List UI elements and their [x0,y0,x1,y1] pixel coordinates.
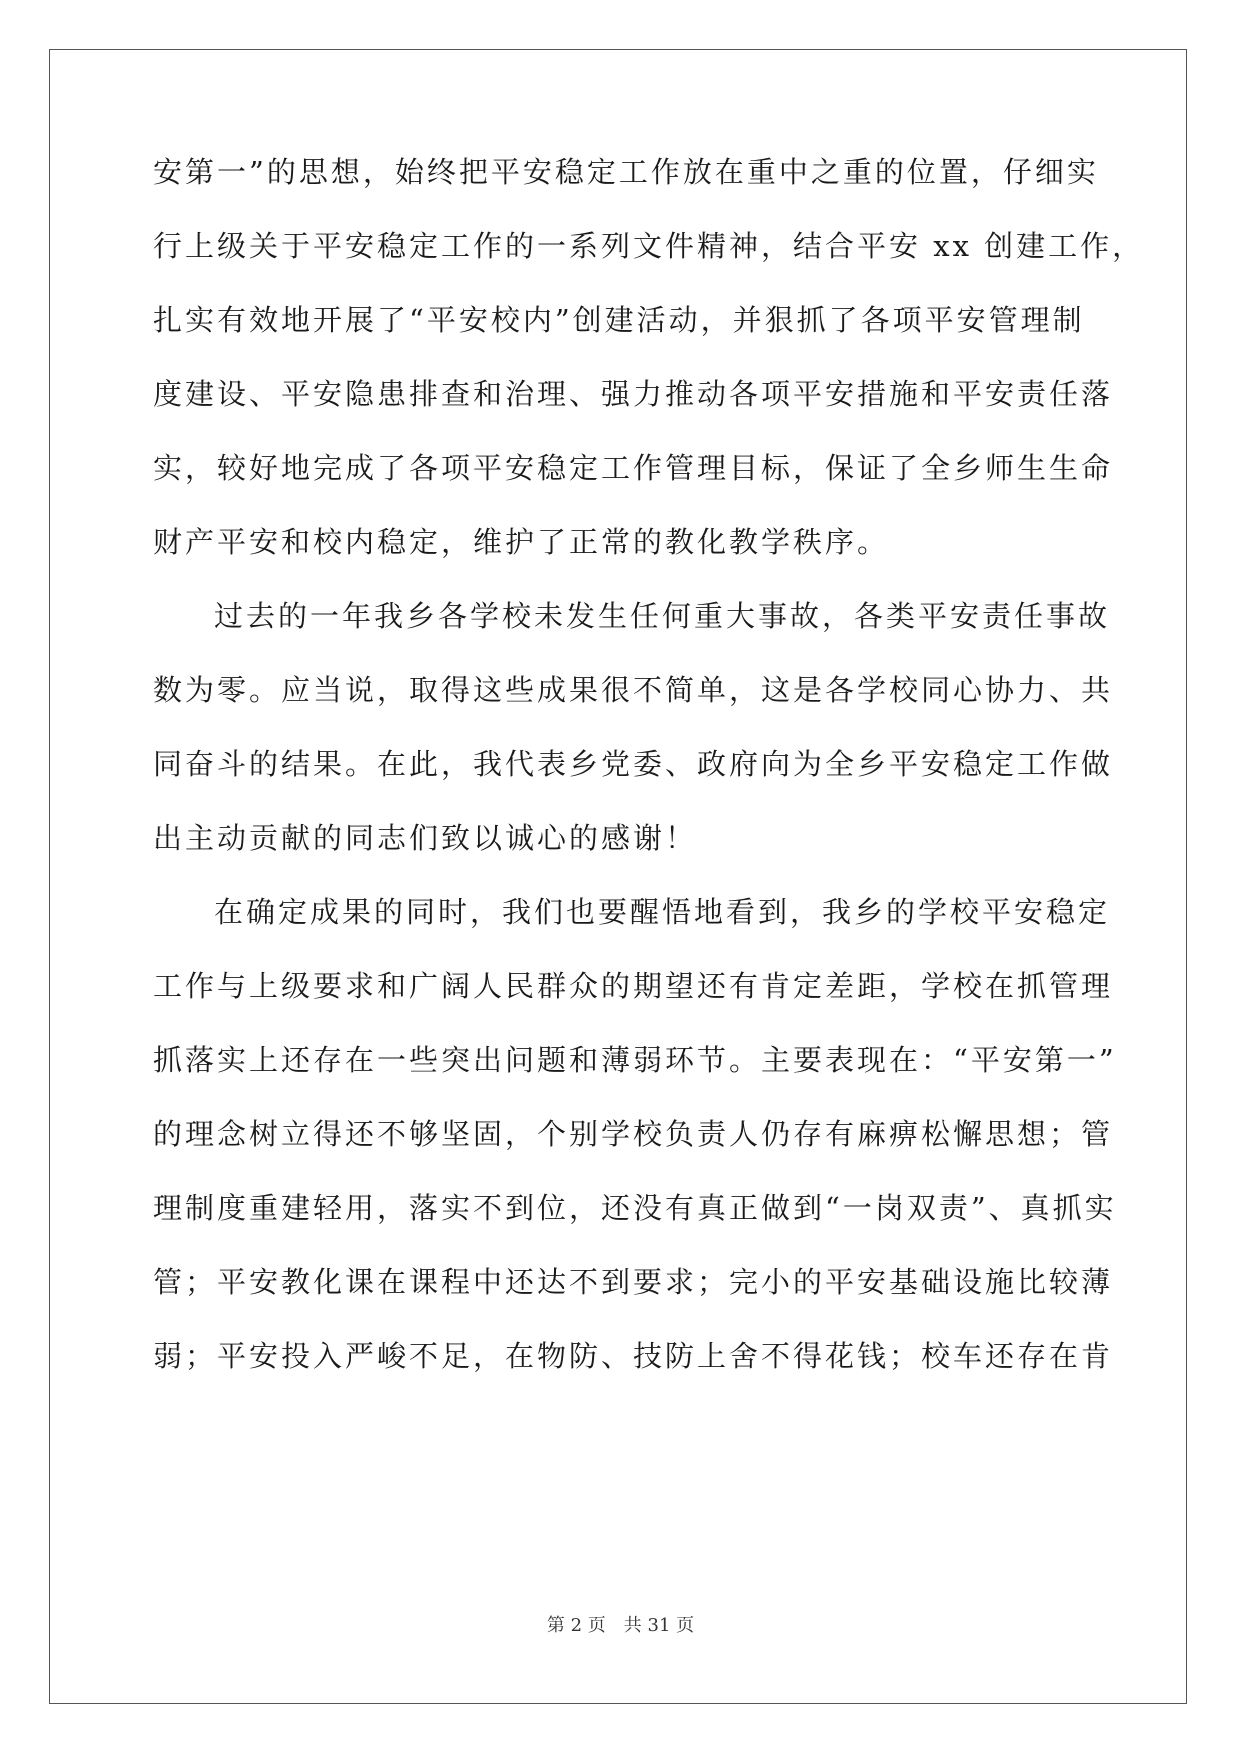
text-line: 数为零。应当说，取得这些成果很不简单，这是各学校同心协力、共 [153,673,1114,707]
text-line: 抓落实上还存在一些突出问题和薄弱环节。主要表现在：“平安第一” [153,1043,1117,1077]
text-line: 同奋斗的结果。在此，我代表乡党委、政府向为全乡平安稳定工作做 [153,747,1114,781]
text-line: 实，较好地完成了各项平安稳定工作管理目标，保证了全乡师生生命 [153,451,1114,485]
text-line: 行上级关于平安稳定工作的一系列文件精神，结合平安 xx 创建工作， [153,229,1145,263]
text-line: 工作与上级要求和广阔人民群众的期望还有肯定差距，学校在抓管理 [153,969,1114,1003]
text-line: 财产平安和校内稳定，维护了正常的教化教学秩序。 [153,525,890,559]
text-line: 扎实有效地开展了“平安校内”创建活动，并狠抓了各项平安管理制 [153,303,1085,337]
text-line: 出主动贡献的同志们致以诚心的感谢！ [153,821,698,855]
text-line: 度建设、平安隐患排查和治理、强力推动各项平安措施和平安责任落 [153,377,1114,411]
text-line: 安第一”的思想，始终把平安稳定工作放在重中之重的位置，仔细实 [153,155,1099,189]
paragraph-first-line: 在确定成果的同时，我们也要醒悟地看到，我乡的学校平安稳定 [214,895,1111,929]
page-border [49,49,1187,1704]
paragraph-first-line: 过去的一年我乡各学校未发生任何重大事故，各类平安责任事故 [214,599,1111,633]
text-line: 弱；平安投入严峻不足，在物防、技防上舍不得花钱；校车还存在肯 [153,1339,1114,1373]
text-line: 的理念树立得还不够坚固，个别学校负责人仍存有麻痹松懈思想；管 [153,1117,1114,1151]
text-line: 管；平安教化课在课程中还达不到要求；完小的平安基础设施比较薄 [153,1265,1114,1299]
text-line: 理制度重建轻用，落实不到位，还没有真正做到“一岗双责”、真抓实 [153,1191,1117,1225]
page-number-footer: 第 2 页 共 31 页 [546,1615,695,1636]
